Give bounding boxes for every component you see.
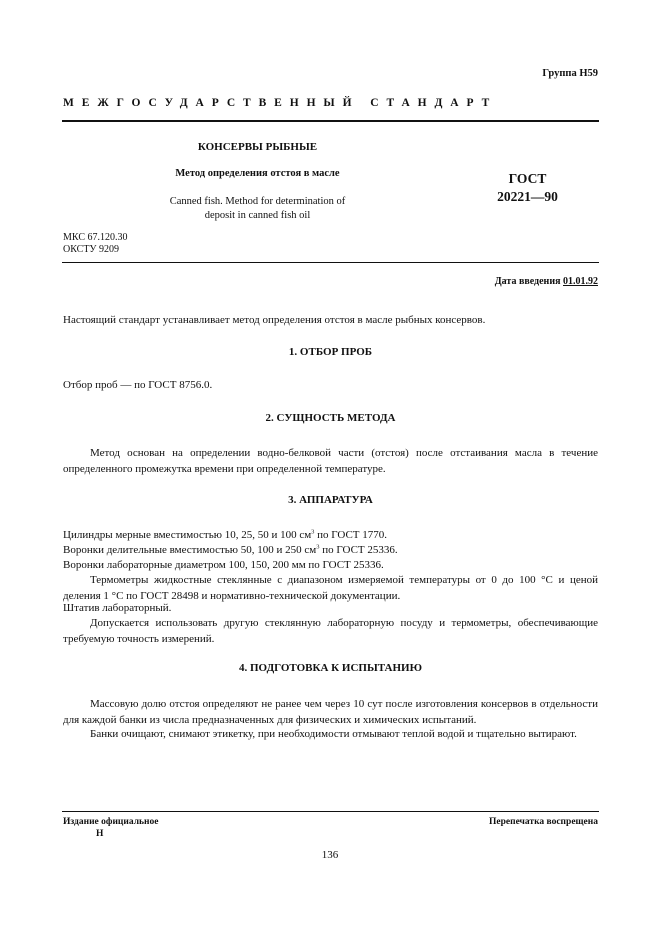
apparatus-cylinders: Цилиндры мерные вместимостью 10, 25, 50 и 100 $см^3$ по ГОСТ 1770. — [63, 528, 388, 541]
footer-divider — [62, 811, 599, 812]
reprint-prohibited-note: Перепечатка воспрещена — [488, 817, 598, 827]
introduction-date-value: 01.01.92 — [563, 276, 598, 287]
interstate-standard-banner: МЕЖГОСУДАРСТВЕННЫЙ СТАНДАРТ — [63, 97, 498, 109]
apparatus-separating-funnels: Воронки делительные вместимостью 50, 100 и 250 $см^3$ по ГОСТ 25336. — [63, 543, 398, 556]
section-4-heading: 4. ПОДГОТОВКА К ИСПЫТАНИЮ — [239, 662, 422, 674]
document-title: КОНСЕРВЫ РЫБНЫЕ — [197, 141, 318, 153]
apparatus-thermometers: Термометры жидкостные стеклянные с диапазоном измеряемой температуры от 0 до 100 °С и ценой деления 1 °С по ГОСТ 28498 и нормативно-технической документации. — [63, 574, 598, 602]
header-divider — [62, 120, 599, 122]
gost-label: ГОСТ — [508, 171, 547, 186]
section-1-paragraph: Отбор проб — по ГОСТ 8756.0. — [63, 379, 213, 391]
okstu-code: ОКСТУ 9209 — [63, 244, 120, 255]
section-1-heading: 1. ОТБОР ПРОБ — [288, 346, 373, 358]
english-title — [140, 195, 375, 223]
gost-designation — [480, 170, 575, 206]
classification-codes — [63, 232, 127, 256]
page-number: 136 — [321, 849, 339, 861]
edition-mark: Н — [96, 829, 104, 839]
section-4-paragraph-2: Банки очищают, снимают этикетку, при необходимости отмывают теплой водой и тщательно вытирают. — [90, 728, 577, 740]
section-4-paragraph-1: Массовую долю отстоя определяют не ранее чем через 10 сут после изготовления консервов в отдельности для каждой банки из числа предназначенных для физических и химических испытаний. — [63, 698, 598, 726]
introduction-date — [470, 276, 598, 287]
english-title-line-2: deposit in canned fish oil — [204, 210, 311, 221]
official-edition-note: Издание официальное — [63, 817, 159, 827]
section-2-heading: 2. СУЩНОСТЬ МЕТОДА — [265, 412, 396, 424]
section-2-paragraph: Метод основан на определении водно-белковой части (отстоя) после отстаивания масла в течение определенного промежутка времени при определенной температуре. — [63, 447, 598, 475]
apparatus-allowance: Допускается использовать другую стеклянную лабораторную посуду и термометры, обеспечивающие требуемую точность измерений. — [63, 617, 598, 645]
english-title-line-1: Canned fish. Method for determination of — [169, 196, 346, 207]
document-subtitle: Метод определения отстоя в масле — [175, 168, 340, 179]
apparatus-stand: Штатив лабораторный. — [63, 602, 172, 614]
group-code: Группа Н59 — [542, 68, 598, 79]
mks-code: МКС 67.120.30 — [63, 232, 128, 243]
section-3-heading: 3. АППАРАТУРА — [288, 494, 373, 506]
gost-number: 20221—90 — [497, 189, 558, 204]
title-divider — [62, 262, 599, 263]
introduction-date-label: Дата введения — [494, 276, 561, 287]
apparatus-lab-funnels: Воронки лабораторные диаметром 100, 150, 200 мм по ГОСТ 25336. — [63, 559, 384, 571]
intro-paragraph: Настоящий стандарт устанавливает метод определения отстоя в масле рыбных консервов. — [63, 314, 486, 326]
